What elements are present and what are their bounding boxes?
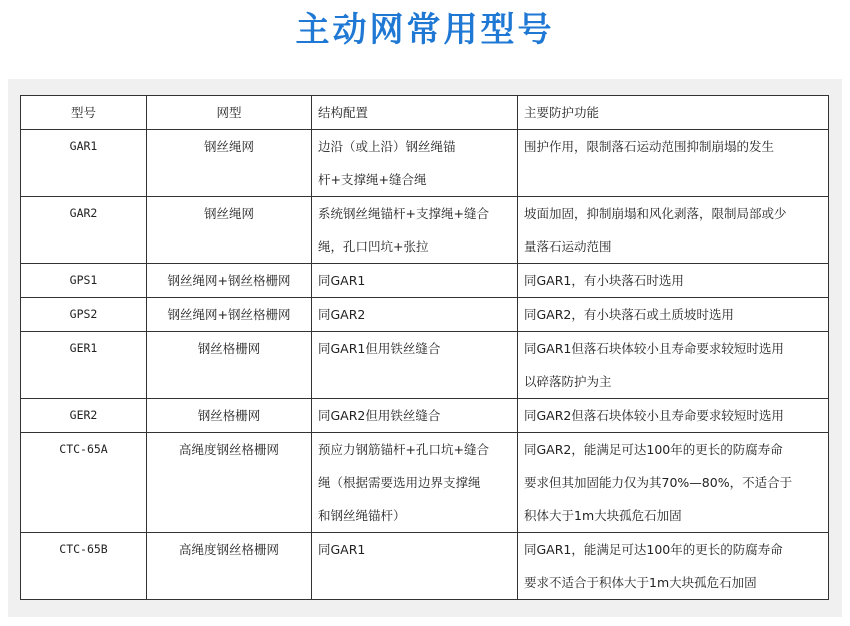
header-net-type: 网型 bbox=[147, 96, 312, 130]
function-line: 积体大于1m大块孤危石加固 bbox=[524, 508, 682, 523]
cell-net-type: 钢丝绳网 bbox=[147, 130, 312, 197]
config-line: 边沿（或上沿）钢丝绳锚 bbox=[318, 139, 456, 154]
cell-structure-config bbox=[312, 433, 518, 533]
header-model: 型号 bbox=[21, 96, 147, 130]
cell-main-function bbox=[518, 332, 829, 399]
table-header-row bbox=[21, 96, 829, 130]
function-line: 同GAR2，有小块落石或土质坡时选用 bbox=[524, 307, 734, 322]
header-main-function: 主要防护功能 bbox=[518, 96, 829, 130]
table-row bbox=[21, 433, 829, 533]
config-line: 绳（根据需要选用边界支撑绳 bbox=[318, 475, 481, 490]
cell-model: GPS2 bbox=[21, 298, 147, 332]
cell-model: CTC-65B bbox=[21, 533, 147, 600]
cell-structure-config bbox=[312, 399, 518, 433]
cell-structure-config bbox=[312, 264, 518, 298]
page-title: 主动网常用型号 bbox=[295, 10, 555, 50]
function-line: 同GAR2，能满足可达100年的更长的防腐寿命 bbox=[524, 442, 783, 457]
cell-main-function bbox=[518, 264, 829, 298]
header-structure-config: 结构配置 bbox=[312, 96, 518, 130]
cell-model: GAR1 bbox=[21, 130, 147, 197]
table-row bbox=[21, 264, 829, 298]
cell-model: GER2 bbox=[21, 399, 147, 433]
cell-main-function bbox=[518, 298, 829, 332]
function-line: 同GAR1，有小块落石时选用 bbox=[524, 273, 684, 288]
cell-structure-config bbox=[312, 533, 518, 600]
function-line: 要求不适合于积体大于1m大块孤危石加固 bbox=[524, 575, 757, 590]
model-spec-table bbox=[20, 95, 829, 600]
table-row bbox=[21, 197, 829, 264]
cell-structure-config bbox=[312, 332, 518, 399]
cell-net-type: 钢丝绳网+钢丝格栅网 bbox=[147, 264, 312, 298]
config-line: 同GAR2 bbox=[318, 307, 366, 322]
table-row bbox=[21, 298, 829, 332]
function-line: 同GAR1但落石块体较小且寿命要求较短时选用 bbox=[524, 341, 784, 356]
table-row bbox=[21, 399, 829, 433]
config-line: 同GAR1但用铁丝缝合 bbox=[318, 341, 441, 356]
config-line: 同GAR1 bbox=[318, 273, 366, 288]
cell-structure-config bbox=[312, 298, 518, 332]
cell-structure-config bbox=[312, 130, 518, 197]
function-line: 要求但其加固能力仅为其70%—80%，不适合于 bbox=[524, 475, 793, 490]
cell-main-function bbox=[518, 399, 829, 433]
table-row bbox=[21, 533, 829, 600]
cell-main-function bbox=[518, 433, 829, 533]
cell-net-type: 钢丝格栅网 bbox=[147, 332, 312, 399]
config-line: 杆+支撑绳+缝合绳 bbox=[318, 172, 427, 187]
table-row bbox=[21, 130, 829, 197]
cell-net-type: 钢丝绳网 bbox=[147, 197, 312, 264]
function-line: 以碎落防护为主 bbox=[524, 374, 612, 389]
cell-model: GPS1 bbox=[21, 264, 147, 298]
function-line: 量落石运动范围 bbox=[524, 239, 612, 254]
cell-net-type: 高绳度钢丝格栅网 bbox=[147, 433, 312, 533]
config-line: 同GAR1 bbox=[318, 542, 366, 557]
config-line: 系统钢丝绳锚杆+支撑绳+缝合 bbox=[318, 206, 489, 221]
cell-model: GAR2 bbox=[21, 197, 147, 264]
cell-net-type: 钢丝绳网+钢丝格栅网 bbox=[147, 298, 312, 332]
function-line: 同GAR2但落石块体较小且寿命要求较短时选用 bbox=[524, 408, 784, 423]
cell-structure-config bbox=[312, 197, 518, 264]
function-line: 围护作用，限制落石运动范围抑制崩塌的发生 bbox=[524, 139, 775, 154]
config-line: 和钢丝绳锚杆） bbox=[318, 508, 406, 523]
config-line: 同GAR2但用铁丝缝合 bbox=[318, 408, 441, 423]
table-row bbox=[21, 332, 829, 399]
cell-main-function bbox=[518, 130, 829, 197]
cell-main-function bbox=[518, 197, 829, 264]
function-line: 同GAR1，能满足可达100年的更长的防腐寿命 bbox=[524, 542, 783, 557]
cell-main-function bbox=[518, 533, 829, 600]
cell-model: GER1 bbox=[21, 332, 147, 399]
config-line: 预应力钢筋锚杆+孔口坑+缝合 bbox=[318, 442, 489, 457]
cell-net-type: 高绳度钢丝格栅网 bbox=[147, 533, 312, 600]
function-line: 坡面加固，抑制崩塌和风化剥落，限制局部或少 bbox=[524, 206, 787, 221]
cell-net-type: 钢丝格栅网 bbox=[147, 399, 312, 433]
config-line: 绳，孔口凹坑+张拉 bbox=[318, 239, 429, 254]
cell-model: CTC-65A bbox=[21, 433, 147, 533]
